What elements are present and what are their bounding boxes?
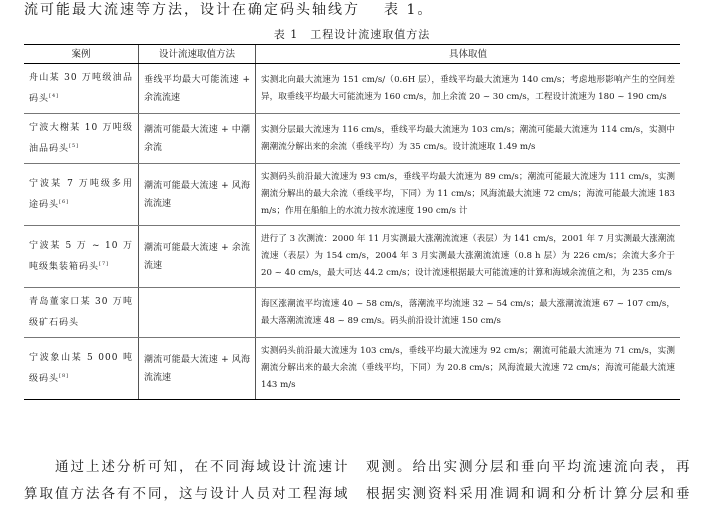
case-ref: [4] <box>49 93 60 99</box>
case-cell <box>24 64 139 114</box>
method-cell: 潮流可能最大流速 + 风海流流速 <box>139 338 256 400</box>
case-name: 舟山某 30 万吨级油品码头 <box>29 73 133 104</box>
header-case: 案例 <box>24 45 139 64</box>
value-cell: 进行了 3 次测流：2000 年 11 月实测最大涨潮流流速（表层）为 141 cm/s，2001 年 7 月实测最大涨潮流流速（表层）为 154 cm/s，2004 年 3 月实测最大涨潮流流速（0.8 h 层）为 226 cm/s；余流大多介于 20 ~ 40 cm/s，最大可达 44.2 cm/s；设计流速根据最大可能流速的计算和海域余流值之和，为 235 cm/s <box>256 226 681 288</box>
value-cell: 实测北向最大流速为 151 cm/s/（0.6H 层），垂线平均最大流速为 140 cm/s；考虑地形影响产生的空间差异，取垂线平均最大可能流速为 160 cm/s，加上余流 20 ~ 30 cm/s，工程设计流速为 180 ~ 190 cm/s <box>256 64 681 114</box>
method-cell: 垂线平均最大可能流速 + 余流流速 <box>139 64 256 114</box>
value-cell: 海区涨潮流平均流速 40 ~ 58 cm/s，落潮流平均流速 32 ~ 54 cm/s；最大涨潮流流速 67 ~ 107 cm/s，最大落潮流流速 48 ~ 89 cm/s。码头前沿设计流速 150 cm/s <box>256 288 681 338</box>
method-cell <box>139 288 256 338</box>
table-row <box>24 226 680 288</box>
body-line: 根据实测资料采用准调和调和分析计算分层和垂 <box>366 486 692 502</box>
case-cell <box>24 114 139 164</box>
case-cell <box>24 164 139 226</box>
body-line: 通过上述分析可知，在不同海域设计流速计 <box>24 459 350 475</box>
table-row <box>24 64 680 114</box>
method-cell: 潮流可能最大流速 + 余流流速 <box>139 226 256 288</box>
body-text-right-column <box>366 454 692 508</box>
case-name: 宁波某 5 万 ~ 10 万吨级集装箱码头 <box>29 241 133 272</box>
case-name: 宁波象山某 5 000 吨级码头 <box>29 353 133 384</box>
table-caption: 表 1 工程设计流速取值方法 <box>273 28 431 41</box>
body-line: 算取值方法各有不同，这与设计人员对工程海域 <box>24 486 350 502</box>
case-cell <box>24 338 139 400</box>
top-text-right: 表 1。 <box>384 2 434 18</box>
case-ref: [6] <box>59 199 70 205</box>
case-cell <box>24 288 139 338</box>
design-flow-table <box>24 44 680 400</box>
body-line: 观测。给出实测分层和垂向平均流速流向表，再 <box>366 459 692 475</box>
value-cell: 实测码头前沿最大流速为 103 cm/s，垂线平均最大流速为 92 cm/s；潮流可能最大流速为 71 cm/s，实测潮流分解出来的最大余流（垂线平均，下同）为 20.8 cm/s；风海流最大流速 72 cm/s；海流可能最大流速 143 m/s <box>256 338 681 400</box>
table-row <box>24 338 680 400</box>
table-row <box>24 114 680 164</box>
header-method: 设计流速取值方法 <box>139 45 256 64</box>
case-ref: [8] <box>59 373 70 379</box>
body-text-left-column <box>24 454 350 508</box>
method-cell: 潮流可能最大流速 + 风海流流速 <box>139 164 256 226</box>
value-cell: 实测分层最大流速为 116 cm/s，垂线平均最大流速为 103 cm/s；潮流可能最大流速为 114 cm/s，实测中潮潮流分解出来的余流（垂线平均）为 35 cm/s。设计流速取 1.49 m/s <box>256 114 681 164</box>
table-row <box>24 288 680 338</box>
case-ref: [7] <box>99 261 110 267</box>
top-text-line <box>24 0 684 20</box>
top-text-left: 流可能最大流速等方法，设计在确定码头轴线方 <box>24 2 360 18</box>
case-name: 宁波某 7 万吨级多用途码头 <box>29 179 133 210</box>
case-name: 宁波大榭某 10 万吨级油品码头 <box>29 123 133 154</box>
table-row <box>24 164 680 226</box>
case-cell <box>24 226 139 288</box>
value-cell: 实测码头前沿最大流速为 93 cm/s，垂线平均最大流速为 89 cm/s；潮流可能最大流速为 111 cm/s，实测潮流分解出的最大余流（垂线平均，下同）为 11 cm/s；风海流最大流速 72 cm/s；海流可能最大流速 183 m/s；作用在船舶上的水流力按水流速度 190 cm/s 计 <box>256 164 681 226</box>
case-name: 青岛董家口某 30 万吨级矿石码头 <box>29 297 133 328</box>
case-ref: [5] <box>69 143 80 149</box>
table-header-row <box>24 45 680 64</box>
header-value: 具体取值 <box>256 45 681 64</box>
method-cell: 潮流可能最大流速 + 中潮余流 <box>139 114 256 164</box>
